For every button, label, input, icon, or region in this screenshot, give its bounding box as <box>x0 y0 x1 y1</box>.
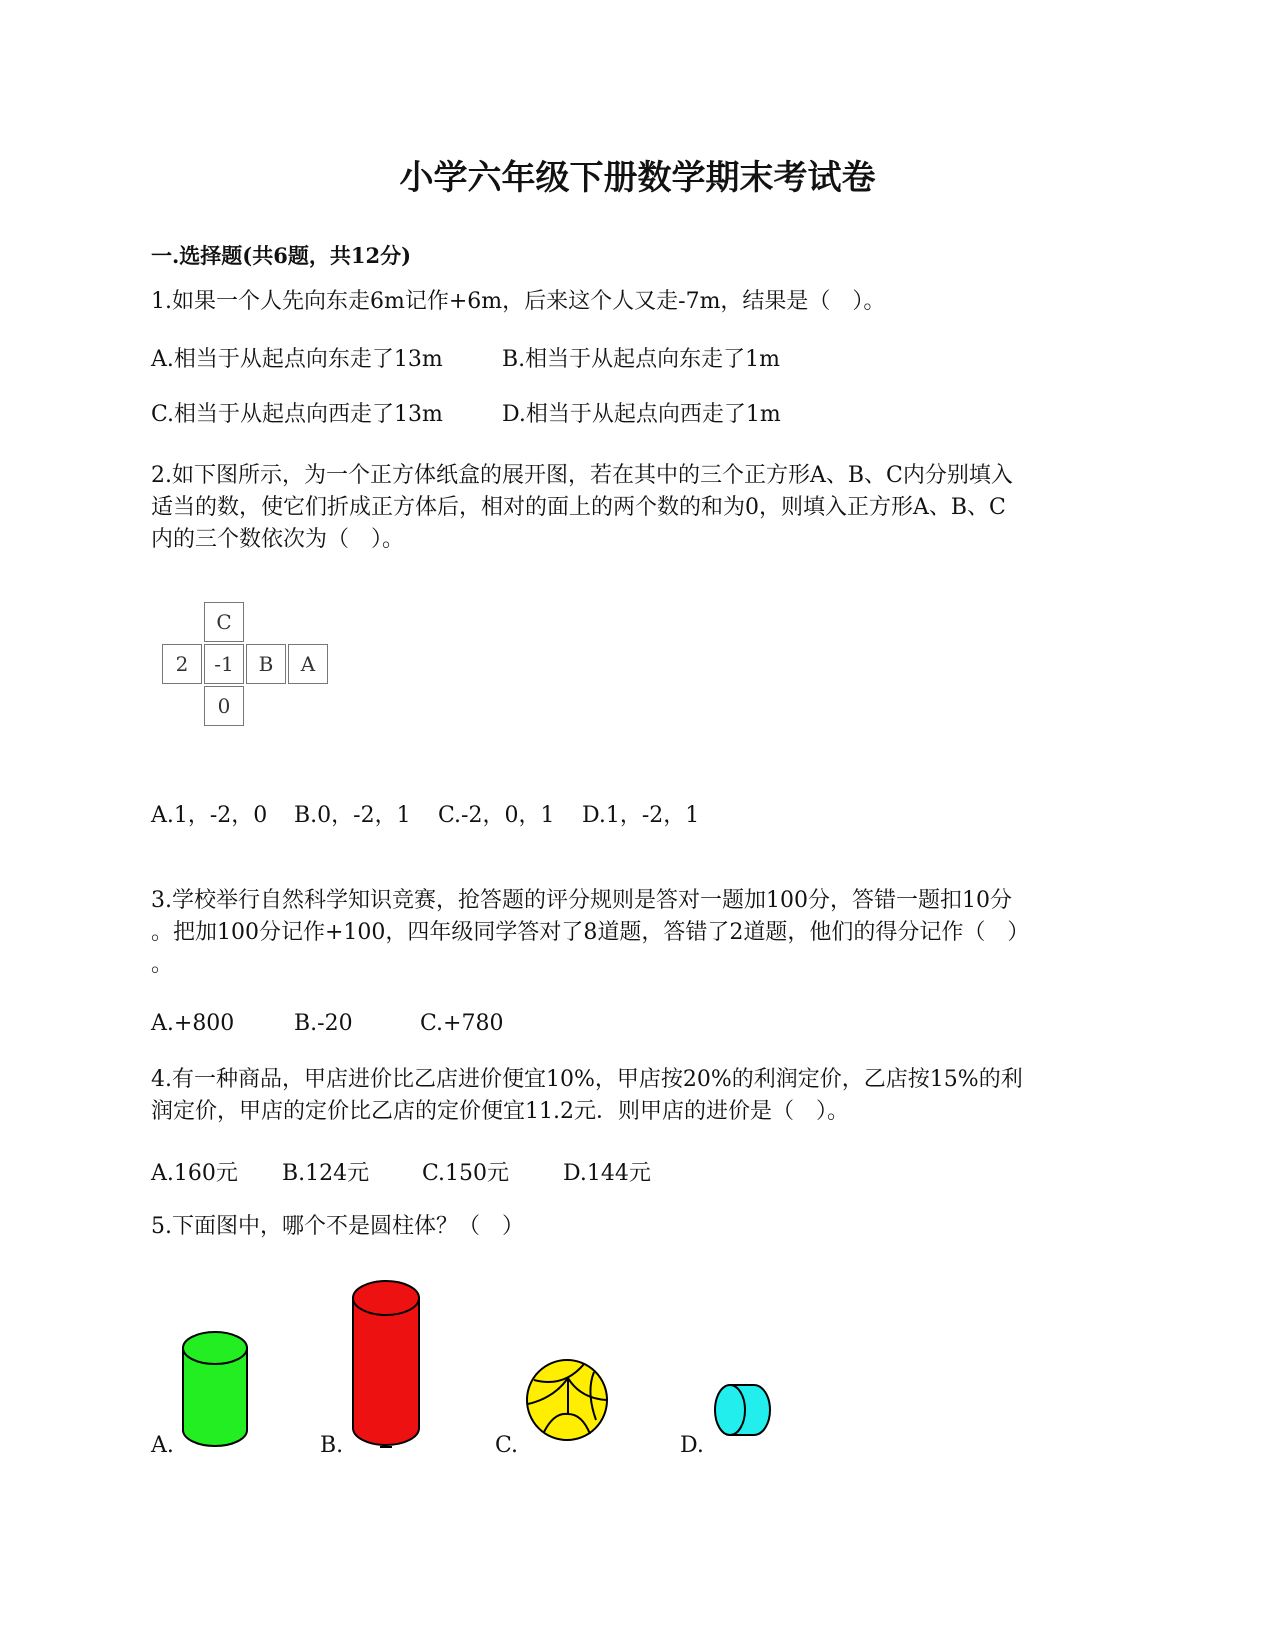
q3-option-c: C.+780 <box>420 1011 504 1036</box>
q2-option-b: B.0，-2，1 <box>294 803 411 828</box>
question-2-line-1: 2.如下图所示，为一个正方体纸盒的展开图，若在其中的三个正方形A、B、C内分别填入 <box>151 463 1013 488</box>
q4-option-a: A.160元 <box>151 1161 238 1186</box>
net-cell-b: B <box>246 644 286 684</box>
q3-option-a: A.+800 <box>151 1011 235 1036</box>
q1-option-c: C.相当于从起点向西走了13m <box>151 402 443 427</box>
net-cell-center: -1 <box>204 644 244 684</box>
question-1: 1.如果一个人先向东走6m记作+6m，后来这个人又走-7m，结果是（ ）。 <box>151 289 886 314</box>
q2-option-a: A.1，-2，0 <box>151 803 268 828</box>
q1-option-b: B.相当于从起点向东走了1m <box>502 347 781 372</box>
q5-option-a: A. <box>151 1433 174 1458</box>
question-4-line-2: 润定价，甲店的定价比乙店的定价便宜11.2元．则甲店的进价是（ ）。 <box>151 1099 849 1124</box>
q5-option-c: C. <box>495 1433 519 1458</box>
red-cylinder-figure <box>350 1278 422 1448</box>
question-3-line-1: 3.学校举行自然科学知识竞赛，抢答题的评分规则是答对一题加100分，答错一题扣10分 <box>151 888 1012 913</box>
q5-option-d: D. <box>680 1433 704 1458</box>
q1-option-a: A.相当于从起点向东走了13m <box>151 347 443 372</box>
page-title: 小学六年级下册数学期末考试卷 <box>399 158 876 198</box>
question-2-line-2: 适当的数，使它们折成正方体后，相对的面上的两个数的和为0，则填入正方形A、B、C <box>151 495 1006 520</box>
net-cell-left: 2 <box>162 644 202 684</box>
net-cell-bottom: 0 <box>204 686 244 726</box>
question-3-line-3: 。 <box>151 952 174 977</box>
cyan-cylinder-figure <box>712 1382 774 1438</box>
net-cell-a: A <box>288 644 328 684</box>
question-2-line-3: 内的三个数依次为（ ）。 <box>151 527 405 552</box>
q1-option-d: D.相当于从起点向西走了1m <box>502 402 781 427</box>
q4-option-b: B.124元 <box>282 1161 370 1186</box>
q3-option-b: B.-20 <box>294 1011 353 1036</box>
q4-option-c: C.150元 <box>422 1161 510 1186</box>
q5-option-b: B. <box>320 1433 344 1458</box>
cube-net-figure <box>162 602 342 732</box>
question-4-line-1: 4.有一种商品，甲店进价比乙店进价便宜10%，甲店按20%的利润定价，乙店按15%的利 <box>151 1067 1023 1092</box>
question-3-line-2: 。把加100分记作+100，四年级同学答对了8道题，答错了2道题，他们的得分记作（ ） <box>151 920 1030 945</box>
q4-option-d: D.144元 <box>563 1161 651 1186</box>
question-5: 5.下面图中，哪个不是圆柱体？（ ） <box>151 1214 524 1239</box>
net-cell-top: C <box>204 602 244 642</box>
q2-option-c: C.-2，0，1 <box>438 803 555 828</box>
green-cylinder-figure <box>180 1330 250 1448</box>
section-heading: 一.选择题(共6题，共12分) <box>151 243 412 268</box>
yellow-ball-figure <box>524 1358 610 1442</box>
q2-option-d: D.1，-2，1 <box>582 803 700 828</box>
